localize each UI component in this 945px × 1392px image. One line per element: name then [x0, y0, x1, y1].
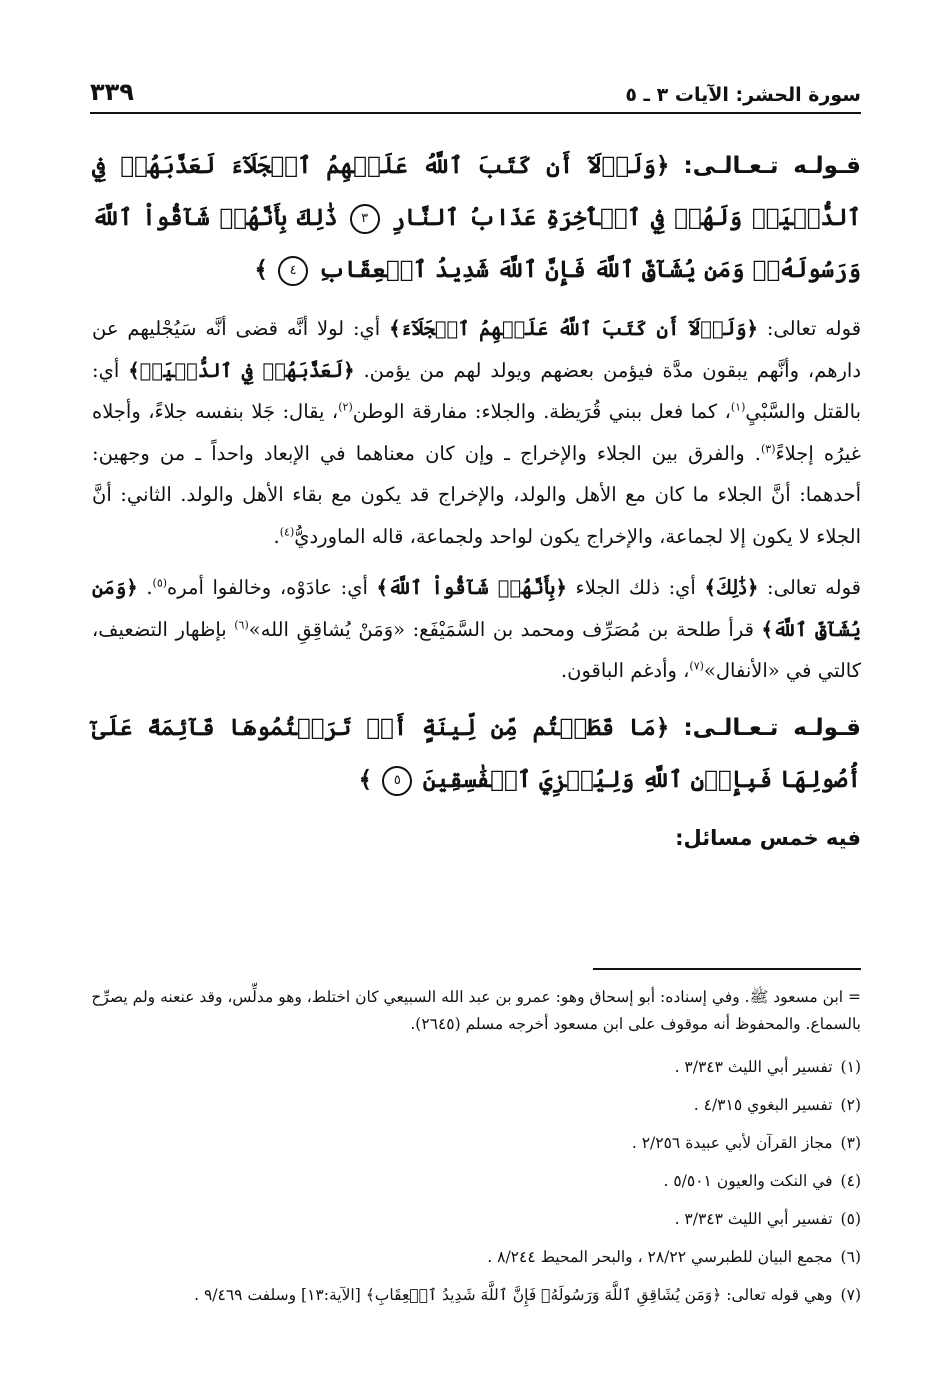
text: قوله تعالى: — [767, 576, 861, 599]
quran-quote: ﴿وَلَوۡلَآ أَن كَتَبَ ٱللَّهُ عَلَيۡهِمُ ٱلۡجَلَآءَ﴾ — [389, 317, 758, 340]
verse-lead: قـولـه تـعـالـى: — [683, 153, 861, 179]
verse-text: ﴿مَا قَطَعۡتُم مِّن لِّينَةٍ أَوۡ تَرَكۡتُمُوهَا قَآئِمَةً عَلَىٰٓ أُصُولِهَا فَبِإِذۡنِ ٱللَّهِ وَلِيُخۡزِيَ ٱلۡفَٰسِقِينَ — [92, 713, 861, 793]
text: أي: بالقتل والسَّبْيِ — [92, 358, 861, 423]
footnote-ref: (٣) — [760, 442, 776, 455]
verse-close-bracket: ﴾ — [358, 765, 373, 793]
verse-text: ذَٰلِكَ بِأَنَّهُمۡ شَآقُّواْ ٱللَّهَ وَرَسُولَهُۥۖ وَمَن يُشَآقِّ ٱللَّهَ فَإِنَّ ٱللَّهَ شَدِيدُ ٱلۡعِقَابِ — [92, 204, 861, 283]
commentary-paragraph-2 — [92, 567, 861, 692]
footnote-item — [80, 1238, 861, 1276]
footnote-ref: (٦) — [234, 618, 249, 631]
quran-quote: ﴿وَمَن يُشَآقِّ ٱللَّهَ﴾ — [92, 576, 861, 641]
header-title: سورة الحشر: الآيات ٣ ـ ٥ — [625, 84, 861, 106]
footnote-divider — [593, 968, 861, 970]
quran-quote: ﴿لَعَذَّبَهُمۡ فِي ٱلدُّنۡيَاۖ﴾ — [128, 358, 355, 382]
main-text — [92, 140, 861, 858]
ayah-number-marker: ٥ — [382, 766, 412, 796]
commentary-paragraph-1 — [92, 308, 861, 557]
text: أي: ذلك الجلاء — [575, 576, 696, 599]
ayah-number-marker: ٤ — [278, 256, 308, 286]
footnote-ref: (١) — [730, 400, 746, 414]
running-header — [90, 70, 861, 114]
verse-block-2 — [92, 702, 861, 806]
footnotes — [80, 984, 861, 1314]
footnote-continuation: = ابن مسعود ﷺ. وفي إسناده: أبو إسحاق وهو: عمرو بن عبد الله السبيعي كان اختلط، وهو مدلِّس، وقد عنعنه ولم يصرِّح بالسماع. والمحفوظ أنه موقوف على ابن مسعود أخرجه مسلم (٢٦٤٥). — [91, 988, 861, 1033]
footnote-number: (٧) — [840, 1286, 861, 1304]
footnote-text: تفسير أبي الليث ٣/٣٤٣ . — [674, 1058, 833, 1076]
quran-quote: ﴿بِأَنَّهُمۡ شَآقُّواْ ٱللَّهَ﴾ — [376, 576, 567, 599]
text: قرأ طلحة بن مُصَرِّف ومحمد بن السَّمَيْفَع: «وَمَنْ يُشاقِقِ الله» — [248, 617, 754, 641]
footnote-item — [80, 1048, 861, 1086]
footnote-number: (٣) — [840, 1134, 861, 1152]
footnote-ref: (٢) — [338, 400, 353, 414]
text: بإظهار التضعيف، كالتي في «الأنفال» — [92, 617, 861, 682]
text: . — [146, 576, 153, 599]
verse-lead: قـولـه تـعـالـى: — [683, 714, 861, 741]
section-subheading: فيه خمس مسائل: — [675, 825, 861, 850]
verse-block-1 — [92, 140, 861, 296]
footnote-number: (٢) — [840, 1096, 861, 1114]
footnote-ref: (٥) — [152, 576, 168, 590]
footnote-item — [80, 1086, 861, 1124]
footnote-text: تفسير أبي الليث ٣/٣٤٣ . — [674, 1210, 833, 1228]
text: ، كما فعل ببني قُرَيظة. والجلاء: مفارقة الوطن — [352, 400, 731, 423]
footnote-item — [80, 1162, 861, 1200]
footnote-ref: (٤) — [279, 525, 295, 538]
footnote-number: (١) — [840, 1058, 861, 1076]
footnote-item — [80, 1124, 861, 1162]
footnote-text: مجمع البيان للطبرسي ٢٨/٢٢ ، والبحر المحيط ٨/٢٤٤ . — [487, 1248, 833, 1266]
text: . — [273, 524, 280, 548]
text: أي: لولا أنَّه قضى أنَّه سَيُجْليهم عن دارهم، وأنَّهم يبقون مدَّة فيؤمن بعضهم ويولد لهم من يؤمن. — [92, 317, 862, 382]
ayah-number-marker: ٣ — [350, 204, 380, 234]
text: أي: عادَوْه، وخالفوا أمره — [167, 576, 368, 599]
footnote-text: وهي قوله تعالى: ﴿وَمَن يُشَاقِقِ ٱللَّهَ وَرَسُولَهُۥ فَإِنَّ ٱللَّهَ شَدِيدُ ٱلۡعِقَابِ﴾ [الآية:١٣] وسلفت ٩/٤٦٩ . — [194, 1286, 833, 1304]
footnote-number: (٦) — [840, 1248, 861, 1266]
verse-text: ﴿وَلَوۡلَآ أَن كَتَبَ ٱللَّهُ عَلَيۡهِمُ ٱلۡجَلَآءَ لَعَذَّبَهُمۡ فِي ٱلدُّنۡيَاۖ وَلَهُمۡ فِي ٱلۡأٓخِرَةِ عَذَابُ ٱلنَّارِ — [92, 152, 861, 231]
footnote-number: (٤) — [840, 1172, 861, 1190]
text: ، وأدغم الباقون. — [560, 659, 690, 682]
page-number: ٣٣٩ — [90, 78, 134, 106]
footnote-text: مجاز القرآن لأبي عبيدة ٢/٢٥٦ . — [631, 1134, 833, 1152]
quran-quote: ﴿ذَٰلِكَ﴾ — [704, 576, 759, 599]
text: ، يقال: جَلا بنفسه جلاءً، وأجلاه غيرُه إجلاءً — [92, 400, 861, 465]
footnote-item — [80, 1276, 861, 1314]
footnote-ref: (٧) — [689, 659, 704, 673]
footnote-item — [80, 1200, 861, 1238]
text: قوله تعالى: — [766, 317, 862, 340]
footnote-number: (٥) — [840, 1210, 861, 1228]
footnote-text: في النكت والعيون ٥/٥٠١ . — [663, 1172, 833, 1190]
verse-close-bracket: ﴾ — [254, 256, 268, 283]
text: . والفرق بين الجلاء والإخراج ـ وإن كان معناهما في الإبعاد واحداً ـ من وجهين: أحدهما: أنَّ الجلاء ما كان مع الأهل والولد، والإخراج قد يكون مع بقاء الأهل والولد. الثاني: أنَّ الجلاء لا يكون إلا لجماعة، والإخراج يكون لواحد ولجماعة، قاله الماورديُّ — [92, 441, 861, 548]
footnote-text: تفسير البغوي ٤/٣١٥ . — [693, 1096, 833, 1114]
